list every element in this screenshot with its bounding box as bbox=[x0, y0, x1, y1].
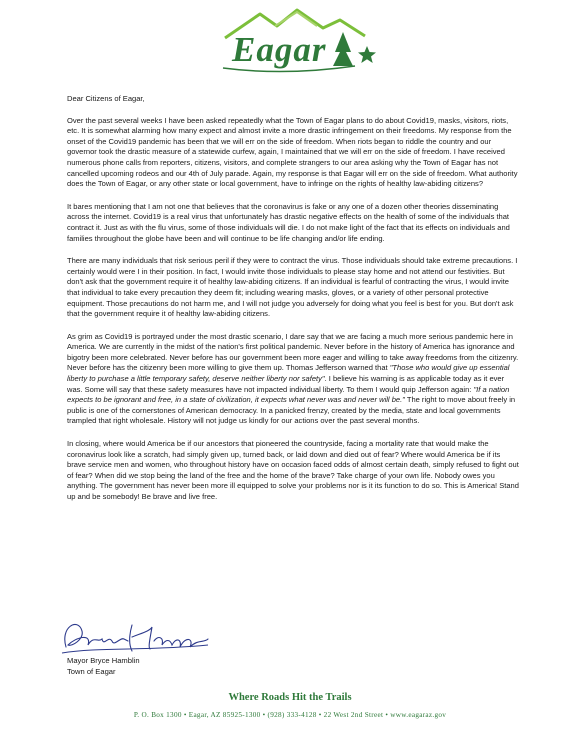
signature-block bbox=[58, 617, 218, 697]
paragraph-4 bbox=[67, 332, 519, 427]
paragraph-4-part-c: The right to move about freely in public is one of the cornerstones of American democracy. In a panicked frenzy, created by the media, state and local governments trampled that right wholesale. History will not judge us kindly for our actions over the past several months. bbox=[67, 395, 516, 426]
paragraph-2: It bares mentioning that I am not one that believes that the coronavirus is fake or any one of a dozen other theories disseminating across the internet. Covid19 is a real virus that unfortunately has drastic negative effects on the health of some of the individuals that contract it. Just as with the flu virus, some of those individuals will die. I do not make light of the fact that its effects on individuals and families throughout the globe have been and will continue to be life changing and/or life ending. bbox=[67, 201, 510, 243]
logo-wordmark: Eagar bbox=[232, 30, 327, 69]
paragraph-3: There are many individuals that risk serious peril if they were to contract the virus. Those individuals should take extreme precautions. I certainly would were I in their position. In fact, I would invite those individuals to please stay home and not attend our festivities. But don't ask that the government require it of healthy law-abiding citizens. If an individual is fearful of contracting the virus, I would invite that individual to take every precaution they deem fit; including wearing masks, gloves, or a variety of other personal protective equipment. Those precautions do not harm me, and I will not judge you adversely for doing what you feel is best for you. But don't ask that the government require it of healthy law-abiding citizens. bbox=[67, 256, 518, 319]
paragraph-4-part-b: . I believe his warning is as applicable today as it ever was. Some will say that these safety measures have not impacted individual liberty. To them I would quip Jefferson again: bbox=[67, 374, 505, 394]
paragraph-4-part-a: As grim as Covid19 is portrayed under the most drastic scenario, I dare say that we are facing a much more serious pandemic here in America. We are currently in the midst of the nation's first political pandemic. Never before in the history of America has ignorance and bigotry been more celebrated. Never before has our government been more eager and willing to take away freedoms from the citizenry. Never before has the citizenry been more willing to give them up. Thomas Jefferson warned that bbox=[67, 331, 519, 373]
footer-tagline: Where Roads Hit the Trails bbox=[228, 692, 352, 703]
salutation: Dear Citizens of Eagar, bbox=[67, 94, 145, 103]
handwritten-signature bbox=[58, 617, 218, 659]
jefferson-quote-2: "If a nation expects to be ignorant and free, in a state of civilization, it expects what never was and never will be." bbox=[67, 384, 510, 405]
paragraph-1: Over the past several weeks I have been asked repeatedly what the Town of Eagar plans to do about Covid19, masks, visitors, riots, etc. It is somewhat alarming how many expect and almost invite a more drastic infringement on their freedoms. My response from the onset of the Covid19 pandemic has been that we will err on the side of freedom. When riots began to riddle the country and our governor took the drastic measure of a statewide curfew, again, I maintained that we will err on the side of freedom. I have received numerous phone calls from reporters, citizens, visitors, and complete strangers to our area asking why the Town of Eagar has not cancelled upcoming rodeos and our 4th of July parade. Again, my response is that Eagar will err on the side of freedom. What authority does the Town of Eagar, or any other state or local government, have to infringe on the rights of healthy law-abiding citizens? bbox=[67, 115, 518, 189]
letter-body bbox=[67, 94, 519, 515]
jefferson-quote-1: "Those who would give up essential liberty to purchase a little temporary safety, deserve neither liberty nor safety" bbox=[67, 363, 510, 384]
signer-name: Mayor Bryce Hamblin bbox=[67, 656, 140, 665]
paragraph-5: In closing, where would America be if our ancestors that pioneered the countryside, facing a mortality rate that would make the coronavirus look like a scratch, had simply given up, turned back, or laid down and died out of fear? Where would America be if its brave service men and women, who throughout history have on occasion faced odds of almost certain death, simply refused to fight out of fear? When did we stop being the land of the free and the home of the brave? Take charge of your own life. Nobody owes you anything. The government has never been more ill equipped to solve your problems nor is it its function to do so. This is America! Stand up and be somebody! Be brave and live free. bbox=[67, 439, 519, 501]
signer-title: Town of Eagar bbox=[67, 667, 116, 676]
footer-address: P. O. Box 1300 • Eagar, AZ 85925-1300 • (928) 333-4128 • 22 West 2nd Street • www.eagaraz.gov bbox=[133, 711, 447, 719]
